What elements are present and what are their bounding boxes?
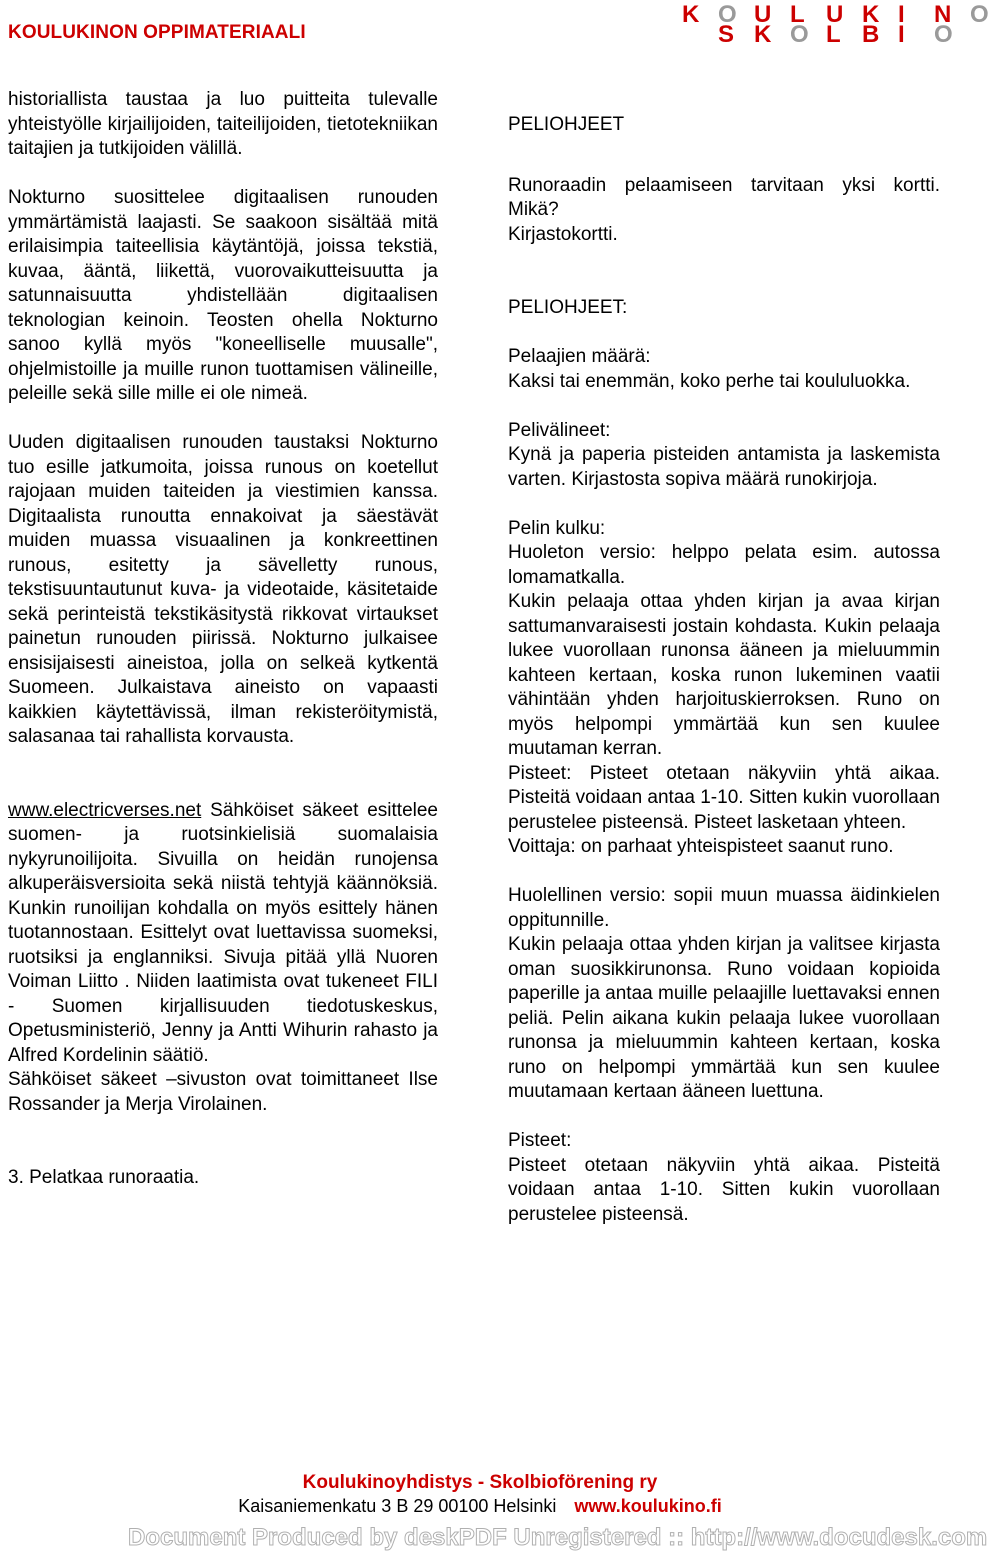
players-text: Kaksi tai enemmän, koko perhe tai koululuokka. [508,370,911,392]
section-heading-runoraati: 3. Pelatkaa runoraatia. [8,1167,200,1188]
koulukino-logo [680,0,989,48]
logo-letter: O [718,1,737,28]
document-header-title: KOULUKINON OPPIMATERIAALI [8,22,306,43]
logo-letter: K [682,1,700,28]
logo-letter: L [826,21,841,48]
electricverses-link[interactable]: www.electricverses.net [8,799,202,821]
game-flow-label: Pelin kulku: [508,517,606,539]
logo-letter: O [970,1,989,28]
careful-version-instructions: Kukin pelaaja ottaa yhden kirjan ja valitsee kirjasta oman suosikkirunonsa. Runo voidaan kopioida paperille ja antaa muille pelaajille luettavaksi ennen peliä. Pelin aikana kukin pelaaja lukee vuorollaan runonsa ja mieluummin kahteen kertaan, koska runo on helpompi ymmärtää kun sen kuulee muutamaan kertaan ääneen luettuna. [508,934,940,1102]
logo-letter: S [718,21,735,48]
heading-peliohjeet-2: PELIOHJEET: [508,297,628,318]
paragraph-background: Uuden digitaalisen runouden taustaksi Nokturno tuo esille jatkumoita, joissa runous on koetellut rajojaan muiden taiteiden ja viestimien kanssa. Digitaalista runoutta ennakoivat ja säestävät muiden muassa visuaalinen ja konkreettinen runous, esitetty ja sävelletty runous, tekstisuuntautunut kuva- ja videotaide, käsitetaide sekä perinteistä tekstikäsitystä rikkovat virtaukset painetun runouden piirissä. Nokturno julkaisee ensisijaisesti aineistoa, jolla on selkeä kytkentä Suomeen. Julkaistava aineisto on vapaasti kaikkien käytettävissä, ilman rekisteröitymistä, salasanaa tai rahallista korvausta. [8,432,438,747]
electricverses-description: Sähköiset säkeet esittelee suomen- ja ruotsinkielisiä suomalaisia nykyrunoilijoita. Sivuilla on heidän runojensa alkuperäisversioita sekä niistä tehtyjä käännöksiä. Kunkin runoilijan kohdalla on myös esittely hänen tuotannostaan. Esittelyt ovat luettavissa suomeksi, ruotsiksi ja englanniksi. Sivuja pitää yllä Nuoren Voiman Liitto . Niiden laatimista ovat tukeneet FILI - Suomen kirjallisuuden tiedotuskeskus, Opetusministeriö, Jenny ja Antti Wihurin rahasto ja Alfred Kordelinin säätiö. [8,799,438,1066]
paragraph-nokturno: Nokturno suosittelee digitaalisen runouden ymmärtämistä laajasti. Se saakoon sisältää mitä erilaisimpia taiteellisia käytäntöjä, joissa tekstiä, kuvaa, ääntä, liikettä, vuorovaikutteisuutta ja satunnaisuutta yhdistellään digitaalisen teknologian keinoin. Teosten ohella Nokturno sanoo kyllä myös "koneelliselle muusalle", ohjelmistoille ja muille runon tuottamisen välineille, peleille sekä sille mille ei ole nimeä. [8,187,438,404]
game-flow-easy: Huoleton versio: helppo pelata esim. autossa lomamatkalla. [508,542,940,588]
points-text: Pisteet otetaan näkyviin yhtä aikaa. Pisteitä voidaan antaa 1-10. Sitten kukin vuorollaan perustelee pisteensä. [508,1154,940,1225]
players-label: Pelaajien määrä: [508,346,651,367]
game-flow-points: Pisteet: Pisteet otetaan näkyviin yhtä aikaa. Pisteitä voidaan antaa 1-10. Sitten kukin vuorollaan perustelee pisteensä. Pisteet lasketaan yhteen. [508,762,940,833]
footer-address: Kaisaniemenkatu 3 B 29 00100 Helsinki [238,1496,557,1516]
logo-letter: I [898,21,905,48]
deskpdf-watermark: Document Produced by deskPDF Unregistered :: http://www.docudesk.com [128,1524,988,1551]
equipment-label: Pelivälineet: [508,419,611,441]
paragraph-editors: Sähköiset säkeet –sivuston ovat toimittaneet Ilse Rossander ja Merja Virolainen. [8,1069,438,1115]
paragraph-card-answer: Kirjastokortti. [508,223,618,245]
game-flow-winner: Voittaja: on parhaat yhteispisteet saanut runo. [508,836,894,857]
game-flow-instructions: Kukin pelaaja ottaa yhden kirjan ja avaa kirjan sattumanvaraisesti jostain kohdasta. Kukin pelaaja lukee vuorollaan runonsa ääneen ja mieluummin kahteen kertaan, koska runon lukeminen vaatii vähintään yhden harjoituskierroksen. Runo on myös helpompi ymmärtää kun sen kuulee muutaman kerran. [508,591,940,759]
right-column [508,88,940,1227]
logo-letter: L [790,1,805,28]
points-label: Pisteet: [508,1130,572,1151]
left-column [8,88,438,1191]
paragraph-card-question: Runoraadin pelaamiseen tarvitaan yksi kortti. Mikä? [508,174,940,220]
logo-letter: N [934,1,952,28]
logo-letter: O [934,21,953,48]
logo-letter: I [898,1,905,28]
logo-letter: K [862,1,880,28]
logo-letter: U [754,1,772,28]
logo-letter: U [826,1,844,28]
logo-letter: O [790,21,809,48]
footer-organization: Koulukinoyhdistys - Skolbioförening ry [302,1472,658,1493]
heading-peliohjeet: PELIOHJEET [508,113,625,135]
logo-letter: K [754,21,772,48]
logo-row-skolbio [718,21,970,49]
equipment-text: Kynä ja paperia pisteiden antamista ja laskemista varten. Kirjastosta sopiva määrä runokirjoja. [508,444,940,490]
paragraph-intro: historiallista taustaa ja luo puitteita tulevalle yhteistyölle kirjailijoiden, taiteilijoiden, tietotekniikan taitajien ja tutkijoiden välillä. [8,89,438,159]
paragraph-electricverses [8,799,438,1069]
careful-version-intro: Huolellinen versio: sopii muun muassa äidinkielen oppitunnille. [508,885,940,931]
logo-letter: B [862,21,880,48]
footer-address-line [0,1496,960,1517]
footer-url-link[interactable]: www.koulukino.fi [574,1496,722,1516]
